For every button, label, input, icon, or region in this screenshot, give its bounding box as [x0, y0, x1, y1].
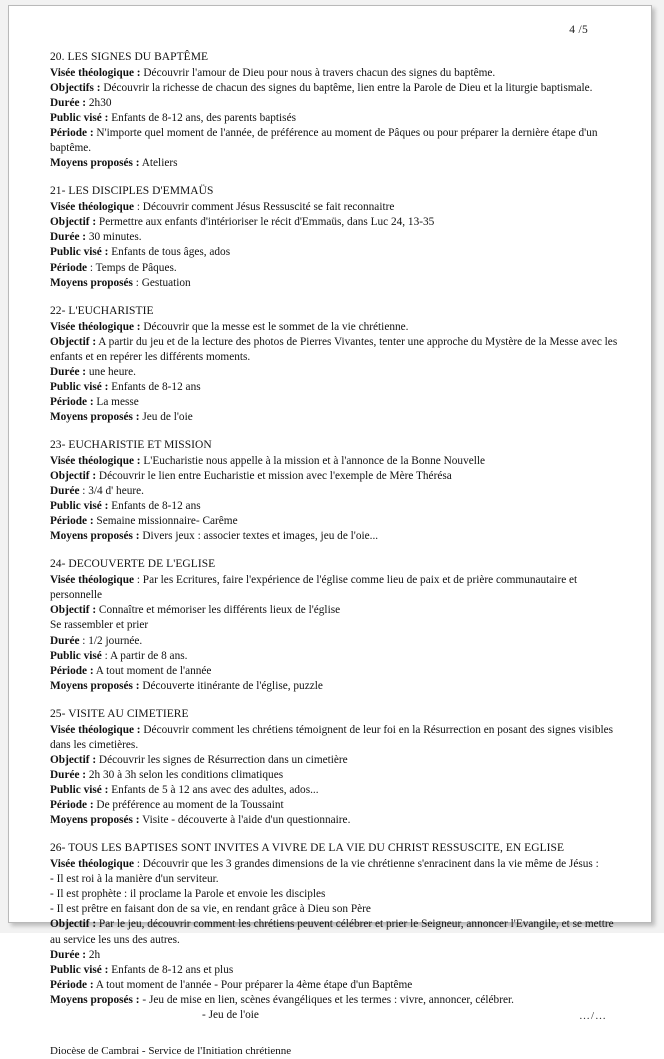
field-value: Enfants de 5 à 12 ans avec des adultes, ados... [108, 784, 319, 797]
field-value: Découvrir les signes de Résurrection dans un cimetière [96, 753, 348, 766]
field-value: : 3/4 d' heure. [79, 485, 144, 498]
field-label: Objectifs : [50, 81, 101, 94]
field-label: Moyens proposés : [50, 411, 140, 424]
field-value: : Découvrir que les 3 grandes dimensions de la vie chrétienne s'enracinent dans la vie même de Jésus : [134, 858, 599, 871]
field-value: : A partir de 8 ans. [101, 649, 188, 662]
field-line [50, 634, 621, 649]
field-value: L'Eucharistie nous appelle à la mission et à l'annonce de la Bonne Nouvelle [140, 454, 486, 467]
field-value: N'importe quel moment de l'année, de préférence au moment de Pâques ou pour préparer la dernière étape d'un baptême. [50, 127, 598, 155]
page-content-area [9, 6, 651, 1057]
field-line [50, 723, 621, 753]
field-value: 2h 30 à 3h selon les conditions climatiques [86, 768, 284, 781]
page-number: 4 /5 [569, 24, 588, 36]
field-label: Objectif : [50, 753, 97, 766]
field-value: : Temps de Pâques. [87, 261, 177, 274]
field-label: Période : [50, 664, 94, 677]
field-line [50, 917, 621, 947]
field-label: Objectif : [50, 335, 97, 348]
field-value: : Découvrir comment Jésus Ressuscité se fait reconnaitre [134, 201, 395, 214]
field-value: Enfants de tous âges, ados [108, 246, 231, 259]
field-label: Visée théologique : [50, 66, 141, 79]
field-value: Ateliers [139, 157, 178, 170]
field-label: Durée : [50, 948, 87, 961]
field-label: Objectif : [50, 604, 97, 617]
field-value: Visite - découverte à l'aide d'un questionnaire. [139, 814, 351, 827]
field-value: : Gestuation [132, 276, 191, 289]
field-label: Public visé : [50, 963, 109, 976]
field-line [50, 529, 621, 544]
field-line [50, 81, 621, 96]
field-label: Objectif : [50, 470, 97, 483]
continuation-marker: …/… [578, 1009, 607, 1022]
field-value: Permettre aux enfants d'intérioriser le récit d'Emmaüs, dans Luc 24, 13-35 [96, 216, 435, 229]
document-section [50, 304, 621, 425]
field-value: : 1/2 journée. [79, 634, 143, 647]
field-line [50, 365, 621, 380]
field-value: A partir du jeu et de la lecture des photos de Pierres Vivantes, tenter une approche du Mystère de la Messe avec les enfants et en repérer les différents moments. [50, 335, 618, 363]
field-value: Découvrir l'amour de Dieu pour nous à travers chacun des signes du baptême. [140, 66, 496, 79]
field-line [50, 96, 621, 111]
field-value: : Par les Ecritures, faire l'expérience de l'église comme lieu de paix et de prière communautaire et personnelle [50, 574, 578, 602]
field-label: Objectif : [50, 918, 97, 931]
field-value: Enfants de 8-12 ans [108, 500, 201, 513]
field-line [50, 230, 621, 245]
field-line [50, 66, 621, 81]
field-value: A tout moment de l'année - Pour préparer la 4ème étape d'un Baptême [93, 978, 413, 991]
field-value: La messe [93, 395, 139, 408]
field-line [50, 245, 621, 260]
field-label: Période : [50, 395, 94, 408]
field-line [50, 679, 621, 694]
field-label: Visée théologique : [50, 454, 141, 467]
text-line [50, 872, 621, 887]
field-label: Période : [50, 799, 94, 812]
field-line [50, 484, 621, 499]
field-value: Par le jeu, découvrir comment les chrétiens peuvent célébrer et prier le Seigneur, annoncer l'Evangile, et se mettre au service les uns des autres. [50, 918, 614, 946]
field-label: Moyens proposés : [50, 530, 140, 543]
field-label: Période [50, 261, 88, 274]
field-value: Connaître et mémoriser les différents lieux de l'église [96, 604, 341, 617]
field-value: 2h [86, 948, 101, 961]
field-line [50, 499, 621, 514]
field-line [50, 380, 621, 395]
field-value: Enfants de 8-12 ans et plus [108, 963, 234, 976]
text-value: - Il est prophète : il proclame la Parole et envoie les disciples [50, 888, 326, 901]
section-heading: 21- LES DISCIPLES D'EMMAÜS [50, 185, 214, 198]
field-label: Durée : [50, 365, 87, 378]
field-line [50, 798, 621, 813]
field-line [50, 603, 621, 618]
field-line [50, 276, 621, 291]
field-label: Public visé : [50, 500, 109, 513]
document-body [50, 50, 621, 1059]
field-line [50, 395, 621, 410]
text-value: - Jeu de l'oie [202, 1008, 259, 1021]
field-value: une heure. [86, 365, 136, 378]
field-label: Visée théologique [50, 201, 134, 214]
field-line [50, 768, 621, 783]
text-value: - Il est roi à la manière d'un serviteur. [50, 873, 219, 886]
document-page [8, 5, 652, 1057]
field-label: Période : [50, 515, 94, 528]
field-label: Moyens proposés [50, 276, 133, 289]
text-line [50, 618, 621, 633]
field-label: Objectif : [50, 216, 97, 229]
document-section [50, 438, 621, 544]
field-line [50, 649, 621, 664]
field-label: Visée théologique : [50, 320, 141, 333]
field-label: Visée théologique [50, 574, 134, 587]
field-line [50, 514, 621, 529]
document-section [50, 184, 621, 290]
document-section [50, 557, 621, 693]
field-value: Découvrir que la messe est le sommet de la vie chrétienne. [140, 320, 409, 333]
field-line [50, 978, 621, 993]
field-value: - Jeu de mise en lien, scènes évangéliques et les termes : vivre, annoncer, célébrer. [139, 993, 514, 1006]
field-value: Enfants de 8-12 ans, des parents baptisés [108, 112, 296, 125]
section-heading: 23- EUCHARISTIE ET MISSION [50, 439, 212, 452]
field-line [50, 963, 621, 978]
field-line [50, 857, 621, 872]
field-label: Durée [50, 634, 80, 647]
text-line [50, 887, 621, 902]
document-section [50, 50, 621, 171]
document-footer: Diocèse de Cambrai - Service de l'Initiation chrétienne [50, 1044, 292, 1057]
field-value: Jeu de l'oie [139, 411, 193, 424]
field-label: Durée : [50, 97, 87, 109]
field-label: Durée : [50, 231, 87, 244]
field-line [50, 156, 621, 171]
text-line [50, 902, 621, 917]
field-value: Découvrir la richesse de chacun des signes du baptême, lien entre la Parole de Dieu et la liturgie baptismale. [100, 81, 593, 94]
field-label: Public visé [50, 649, 102, 662]
section-heading: 26- TOUS LES BAPTISES SONT INVITES A VIVRE DE LA VIE DU CHRIST RESSUSCITE, EN EGLISE [50, 842, 565, 855]
field-value: De préférence au moment de la Toussaint [93, 799, 284, 812]
field-value: Semaine missionnaire- Carême [93, 515, 238, 528]
document-section [50, 841, 621, 1023]
text-value: Se rassembler et prier [50, 619, 149, 632]
field-value: Découvrir comment les chrétiens témoignent de leur foi en la Résurrection en posant des signes visibles dans les cimetières. [50, 723, 614, 751]
section-heading: 24- DECOUVERTE DE L'EGLISE [50, 558, 216, 571]
field-line [50, 469, 621, 484]
field-line [50, 215, 621, 230]
field-label: Public visé : [50, 784, 109, 797]
field-line [50, 200, 621, 215]
field-value: Découverte itinérante de l'église, puzzle [139, 679, 323, 692]
field-label: Durée : [50, 768, 87, 781]
field-value: Divers jeux : associer textes et images, jeu de l'oie... [139, 530, 379, 543]
text-line [50, 1008, 621, 1023]
field-label: Moyens proposés : [50, 814, 140, 827]
field-label: Période : [50, 127, 94, 140]
field-label: Visée théologique [50, 858, 134, 871]
field-label: Public visé : [50, 246, 109, 259]
field-label: Public visé : [50, 112, 109, 125]
field-label: Moyens proposés : [50, 993, 140, 1006]
field-line [50, 783, 621, 798]
field-line [50, 261, 621, 276]
field-value: 30 minutes. [86, 231, 142, 244]
field-value: 2h30 [86, 97, 112, 109]
field-label: Visée théologique : [50, 723, 141, 736]
field-line [50, 410, 621, 425]
field-line [50, 573, 621, 603]
field-label: Moyens proposés : [50, 679, 140, 692]
field-line [50, 753, 621, 768]
field-line [50, 126, 621, 156]
sections-container [50, 50, 621, 1023]
field-line [50, 948, 621, 963]
field-label: Période : [50, 978, 94, 991]
field-label: Durée [50, 485, 80, 498]
field-line [50, 111, 621, 126]
field-value: Enfants de 8-12 ans [108, 380, 201, 393]
text-value: - Il est prêtre en faisant don de sa vie, en rendant grâce à Dieu son Père [50, 903, 371, 916]
field-line [50, 454, 621, 469]
field-value: A tout moment de l'année [93, 664, 212, 677]
section-heading: 25- VISITE AU CIMETIERE [50, 707, 189, 720]
field-line [50, 335, 621, 365]
field-line [50, 993, 621, 1008]
field-line [50, 813, 621, 828]
section-heading: 22- L'EUCHARISTIE [50, 304, 154, 317]
field-line [50, 664, 621, 679]
document-section [50, 707, 621, 828]
field-label: Moyens proposés : [50, 157, 140, 170]
field-label: Public visé : [50, 380, 109, 393]
field-value: Découvrir le lien entre Eucharistie et mission avec l'exemple de Mère Thérésa [96, 470, 452, 483]
section-heading: 20. LES SIGNES DU BAPTÊME [50, 51, 209, 63]
field-line [50, 320, 621, 335]
